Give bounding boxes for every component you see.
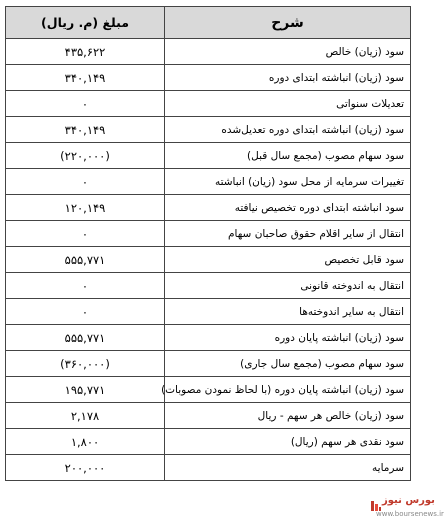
row-amount: ۰ xyxy=(5,169,164,194)
row-amount: ۲۰۰,۰۰۰ xyxy=(5,455,164,480)
row-description: سود انباشته ابتدای دوره تخصیص نیافته xyxy=(164,195,411,220)
row-description: سود (زیان) انباشته پایان دوره xyxy=(164,325,411,350)
table-row xyxy=(5,221,411,247)
row-amount: ۱۲۰,۱۴۹ xyxy=(5,195,164,220)
table-row xyxy=(5,65,411,91)
table-row xyxy=(5,325,411,351)
table-row xyxy=(5,377,411,403)
header-amount: مبلغ (م. ریال) xyxy=(5,7,164,38)
row-amount: ۱,۸۰۰ xyxy=(5,429,164,454)
logo-name: بورس نیوز xyxy=(382,495,435,506)
row-description: تغییرات سرمایه از محل سود (زیان) انباشته xyxy=(164,169,411,194)
table-row xyxy=(5,299,411,325)
row-description: سرمایه xyxy=(164,455,411,480)
table-row xyxy=(5,195,411,221)
row-description: سود سهام مصوب (مجمع سال جاری) xyxy=(164,351,411,376)
logo-url: www.boursenews.ir xyxy=(376,510,444,518)
table-row xyxy=(5,403,411,429)
table-row xyxy=(5,117,411,143)
row-description: سود سهام مصوب (مجمع سال قبل) xyxy=(164,143,411,168)
table-row xyxy=(5,91,411,117)
row-description: سود (زیان) انباشته پایان دوره (با لحاظ نمودن مصوبات) xyxy=(164,377,411,402)
table-row xyxy=(5,39,411,65)
row-description: انتقال به اندوخته قانونی xyxy=(164,273,411,298)
row-amount: ۳۴۰,۱۴۹ xyxy=(5,117,164,142)
row-amount: ۰ xyxy=(5,299,164,324)
row-description: سود (زیان) خالص xyxy=(164,39,411,64)
table-row xyxy=(5,429,411,455)
table-row xyxy=(5,455,411,481)
row-description: سود (زیان) انباشته ابتدای دوره xyxy=(164,65,411,90)
row-amount: ۰ xyxy=(5,221,164,246)
row-amount: ۵۵۵,۷۷۱ xyxy=(5,325,164,350)
table-row xyxy=(5,169,411,195)
row-amount: (۲۲۰,۰۰۰) xyxy=(5,143,164,168)
table-header-row xyxy=(5,6,411,39)
row-amount: ۳۴۰,۱۴۹ xyxy=(5,65,164,90)
row-amount: ۴۳۵,۶۲۲ xyxy=(5,39,164,64)
row-amount: (۳۶۰,۰۰۰) xyxy=(5,351,164,376)
table-row xyxy=(5,351,411,377)
table-row xyxy=(5,247,411,273)
row-description: سود (زیان) خالص هر سهم - ریال xyxy=(164,403,411,428)
row-amount: ۰ xyxy=(5,91,164,116)
boursenews-logo xyxy=(370,495,444,521)
row-description: سود (زیان) انباشته ابتدای دوره تعدیل‌شده xyxy=(164,117,411,142)
statement-table xyxy=(5,6,411,481)
row-amount: ۰ xyxy=(5,273,164,298)
table-row xyxy=(5,273,411,299)
row-amount: ۱۹۵,۷۷۱ xyxy=(5,377,164,402)
row-description: تعدیلات سنواتی xyxy=(164,91,411,116)
row-amount: ۵۵۵,۷۷۱ xyxy=(5,247,164,272)
row-description: انتقال به سایر اندوخته‌ها xyxy=(164,299,411,324)
header-description: شرح xyxy=(164,7,411,38)
row-description: سود قابل تخصیص xyxy=(164,247,411,272)
row-description: سود نقدی هر سهم (ریال) xyxy=(164,429,411,454)
table-row xyxy=(5,143,411,169)
row-description: انتقال از سایر اقلام حقوق صاحبان سهام xyxy=(164,221,411,246)
row-amount: ۲,۱۷۸ xyxy=(5,403,164,428)
